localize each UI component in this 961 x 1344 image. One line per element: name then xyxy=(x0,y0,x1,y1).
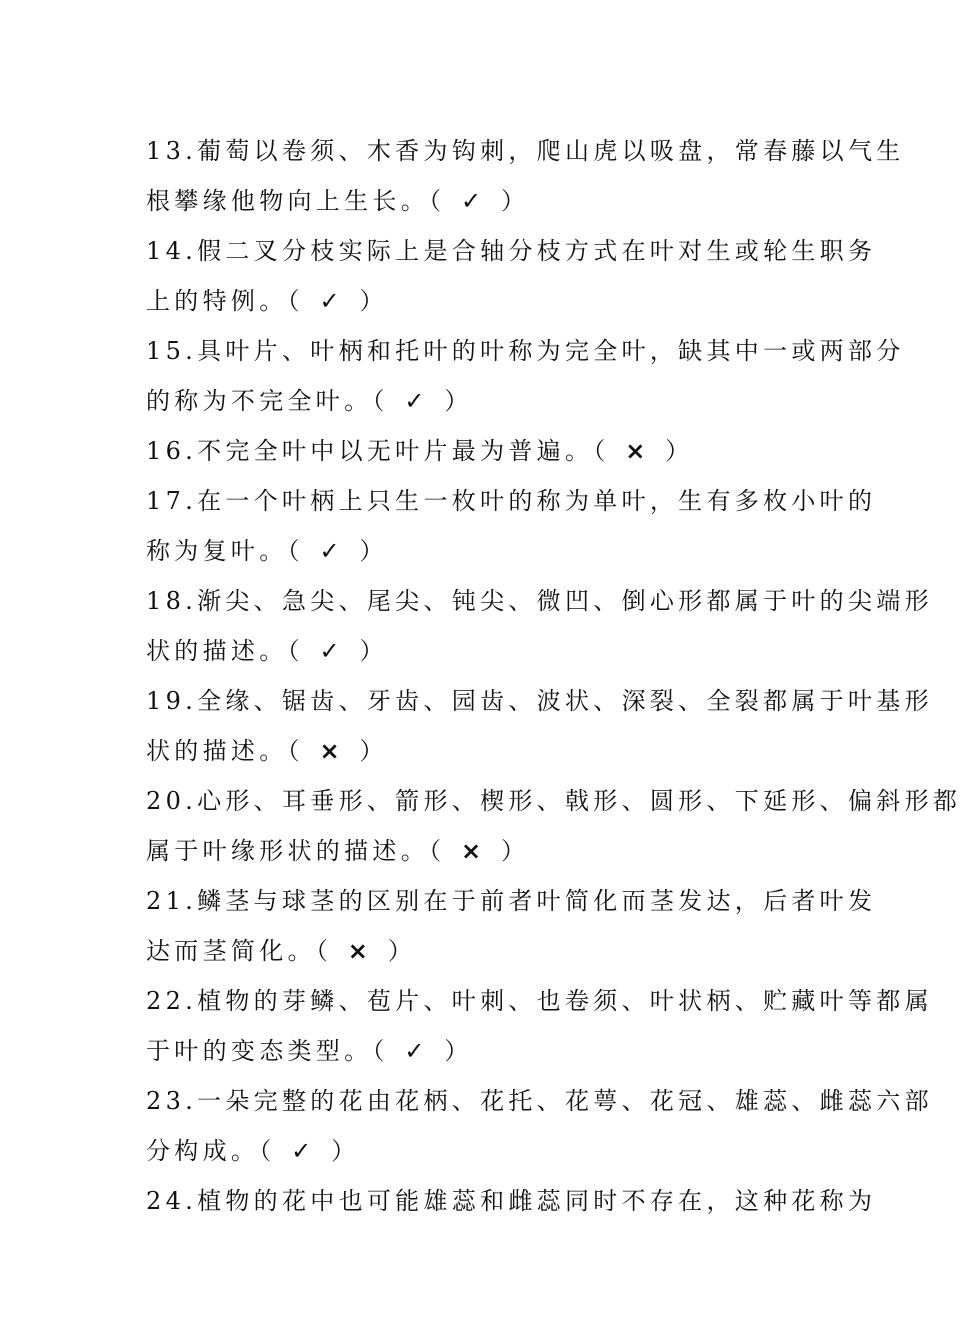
answer-cross-mark: × xyxy=(460,837,482,865)
question-20-text: 属于叶缘形状的描述。 xyxy=(146,837,429,865)
answer-open-paren: （ xyxy=(287,537,300,565)
question-21-line-2 xyxy=(146,926,810,976)
answer-close-paren: ） xyxy=(331,1137,356,1165)
answer-open-paren: （ xyxy=(372,1037,385,1065)
question-17-line-2 xyxy=(146,526,810,576)
question-13-text: 根攀缘他物向上生长。 xyxy=(146,187,429,215)
question-16-text: 16.不完全叶中以无叶片最为普遍。 xyxy=(146,437,594,465)
question-23-line-2 xyxy=(146,1126,810,1176)
answer-open-paren: （ xyxy=(372,387,385,415)
question-23-line-1: 23.一朵完整的花由花柄、花托、花萼、花冠、雄蕊、雌蕊六部 xyxy=(146,1087,933,1115)
question-21-text: 达而茎简化。 xyxy=(146,937,316,965)
question-14-text: 上的特例。 xyxy=(146,287,288,315)
answer-open-paren: （ xyxy=(287,287,300,315)
answer-check-mark: ✓ xyxy=(404,387,425,415)
answer-close-paren: ） xyxy=(359,737,384,765)
answer-close-paren: ） xyxy=(359,537,384,565)
answer-close-paren: ） xyxy=(387,937,412,965)
answer-close-paren: ） xyxy=(501,187,525,215)
question-14-line-1: 14.假二叉分枝实际上是合轴分枝方式在叶对生或轮生职务 xyxy=(146,237,877,265)
question-21-line-1: 21.鳞茎与球茎的区别在于前者叶简化而茎发达，后者叶发 xyxy=(146,887,877,915)
answer-check-mark: ✓ xyxy=(291,1137,312,1165)
answer-open-paren: （ xyxy=(593,437,606,465)
question-20-line-1: 20.心形、耳垂形、箭形、楔形、戟形、圆形、下延形、偏斜形都 xyxy=(146,787,961,815)
question-22-text: 于叶的变态类型。 xyxy=(146,1037,373,1065)
answer-close-paren: ） xyxy=(501,837,525,865)
answer-cross-mark: × xyxy=(319,737,340,765)
question-13-line-1: 13.葡萄以卷须、木香为钩刺，爬山虎以吸盘，常春藤以气生 xyxy=(146,137,905,165)
question-17-text: 称为复叶。 xyxy=(146,537,288,565)
question-24-line-1: 24.植物的花中也可能雄蕊和雌蕊同时不存在，这种花称为 xyxy=(146,1187,877,1215)
question-16-line-1 xyxy=(146,426,810,476)
answer-check-mark: ✓ xyxy=(460,187,482,215)
question-14-line-2 xyxy=(146,276,810,326)
question-19-line-2 xyxy=(146,726,810,776)
answer-open-paren: （ xyxy=(287,737,300,765)
question-19-line-1: 19.全缘、锯齿、牙齿、园齿、波状、深裂、全裂都属于叶基形 xyxy=(146,687,933,715)
answer-cross-mark: × xyxy=(347,937,368,965)
question-22-line-2 xyxy=(146,1026,810,1076)
question-22-line-1: 22.植物的芽鳞、苞片、叶刺、也卷须、叶状柄、贮藏叶等都属 xyxy=(146,987,933,1015)
answer-close-paren: ） xyxy=(444,1037,469,1065)
answer-close-paren: ） xyxy=(359,637,384,665)
answer-close-paren: ） xyxy=(665,437,690,465)
answer-check-mark: ✓ xyxy=(319,637,340,665)
answer-check-mark: ✓ xyxy=(319,537,340,565)
question-20-line-2 xyxy=(146,826,810,876)
answer-open-paren: （ xyxy=(287,637,300,665)
question-15-line-2 xyxy=(146,376,810,426)
answer-check-mark: ✓ xyxy=(404,1037,425,1065)
answer-close-paren: ） xyxy=(444,387,469,415)
question-17-line-1: 17.在一个叶柄上只生一枚叶的称为单叶，生有多枚小叶的 xyxy=(146,487,877,515)
answer-open-paren: （ xyxy=(259,1137,272,1165)
answer-check-mark: ✓ xyxy=(319,287,340,315)
answer-open-paren: （ xyxy=(315,937,328,965)
question-13-line-2 xyxy=(146,176,810,226)
answer-open-paren: （ xyxy=(429,187,441,215)
question-list xyxy=(146,126,961,1226)
question-19-text: 状的描述。 xyxy=(146,737,288,765)
question-23-text: 分构成。 xyxy=(146,1137,260,1165)
question-15-line-1: 15.具叶片、叶柄和托叶的叶称为完全叶，缺其中一或两部分 xyxy=(146,337,905,365)
question-15-text: 的称为不完全叶。 xyxy=(146,387,373,415)
answer-cross-mark: × xyxy=(625,437,646,465)
answer-close-paren: ） xyxy=(359,287,384,315)
question-18-line-1: 18.渐尖、急尖、尾尖、钝尖、微凹、倒心形都属于叶的尖端形 xyxy=(146,587,933,615)
question-18-text: 状的描述。 xyxy=(146,637,288,665)
answer-open-paren: （ xyxy=(429,837,441,865)
question-18-line-2 xyxy=(146,626,810,676)
